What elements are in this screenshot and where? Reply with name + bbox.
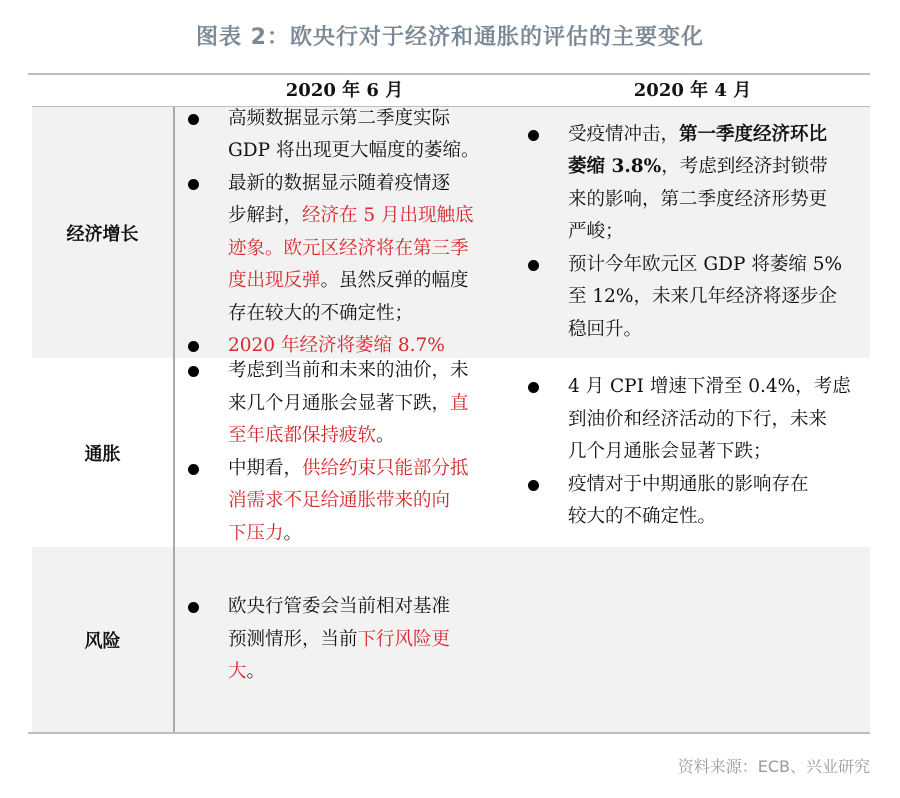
text-segment: 受疫情冲击， bbox=[568, 123, 680, 145]
text-segment: 中期看， bbox=[228, 457, 303, 479]
cell-june bbox=[180, 547, 525, 733]
bullet-icon bbox=[528, 260, 539, 271]
bullet-item bbox=[180, 168, 525, 331]
bullet-icon bbox=[528, 130, 539, 141]
row-label: 经济增长 bbox=[66, 223, 139, 245]
highlighted-text: 经济在 5 月出现触底 迹象。欧元区经济将在第三季 度出现反弹 bbox=[228, 205, 474, 291]
table-row-inflation bbox=[32, 358, 870, 547]
bullet-icon bbox=[188, 602, 199, 613]
bullet-item bbox=[520, 469, 865, 534]
table-row-risk bbox=[32, 547, 870, 733]
highlighted-text: 供给约束只能部分抵 消需求不足给通胀带来的向 下压力 bbox=[228, 457, 469, 544]
source-note: 资料来源：ECB、兴业研究 bbox=[677, 757, 870, 776]
text-segment: 欧央行管委会当前相对基准 预测情形，当前 bbox=[228, 596, 451, 650]
bullet-item bbox=[180, 591, 525, 689]
column-header-june: 2020 年 6 月 bbox=[285, 80, 404, 101]
highlighted-text: 下行风险更 大 bbox=[228, 628, 451, 683]
row-label: 通胀 bbox=[84, 443, 121, 465]
text-segment: 预计今年欧元区 GDP 将萎缩 5% 至 12%，未来几年经济将逐步企 稳回升。 bbox=[568, 253, 843, 340]
row-label: 风险 bbox=[84, 631, 121, 652]
column-divider bbox=[173, 107, 175, 733]
cell-june bbox=[180, 107, 525, 358]
bullet-icon bbox=[528, 480, 539, 491]
bullet-item bbox=[180, 103, 525, 168]
column-header-april: 2020 年 4 月 bbox=[633, 80, 752, 101]
text-segment: 高频数据显示第二季度实际 GDP 将出现更大幅度的萎缩。 bbox=[228, 107, 480, 161]
bullet-item bbox=[520, 371, 865, 469]
text-segment: ，考虑到经济封锁带 来的影响，第二季度经济形势更 严峻； bbox=[568, 156, 828, 243]
bullet-icon bbox=[188, 366, 199, 377]
bullet-icon bbox=[188, 464, 199, 475]
table-row-growth bbox=[32, 107, 870, 358]
bullet-icon bbox=[528, 382, 539, 393]
bullet-item bbox=[520, 249, 865, 347]
text-segment: 。 bbox=[376, 425, 395, 446]
figure-title: 图表 2：欧央行对于经济和通胀的评估的主要变化 bbox=[196, 25, 704, 50]
cell-april bbox=[520, 107, 865, 358]
cell-june bbox=[180, 358, 525, 547]
bullet-item bbox=[180, 355, 525, 453]
text-segment: 。虽然反弹的幅度 存在较大的不确定性； bbox=[228, 270, 469, 324]
text-segment: 。 bbox=[246, 661, 266, 683]
text-segment: 最新的数据显示随着疫情逐 步解封， bbox=[228, 172, 451, 226]
table-bottom-rule bbox=[28, 732, 870, 734]
highlighted-text: 直 至年底都保持疲软 bbox=[228, 392, 469, 446]
cell-april bbox=[520, 358, 865, 547]
bullet-item bbox=[520, 119, 865, 249]
cell-april bbox=[520, 547, 865, 733]
bold-text: 第一季度经济环比 萎缩 3.8% bbox=[568, 123, 828, 178]
text-segment: 4 月 CPI 增速下滑至 0.4%，考虑 到油价和经济活动的下行，未来 几个月通胀会显著下跌； bbox=[568, 376, 851, 463]
text-segment: 疫情对于中期通胀的影响存在 较大的不确定性。 bbox=[568, 473, 809, 528]
highlighted-text: 2020 年经济将萎缩 8.7% bbox=[228, 335, 445, 356]
text-segment: 考虑到当前和未来的油价，未 来几个月通胀会显著下跌， bbox=[228, 360, 469, 414]
bullet-icon bbox=[188, 114, 199, 125]
bullet-item bbox=[180, 453, 525, 551]
bullet-icon bbox=[188, 341, 199, 352]
bullet-icon bbox=[188, 179, 199, 190]
text-segment: 。 bbox=[283, 522, 303, 544]
